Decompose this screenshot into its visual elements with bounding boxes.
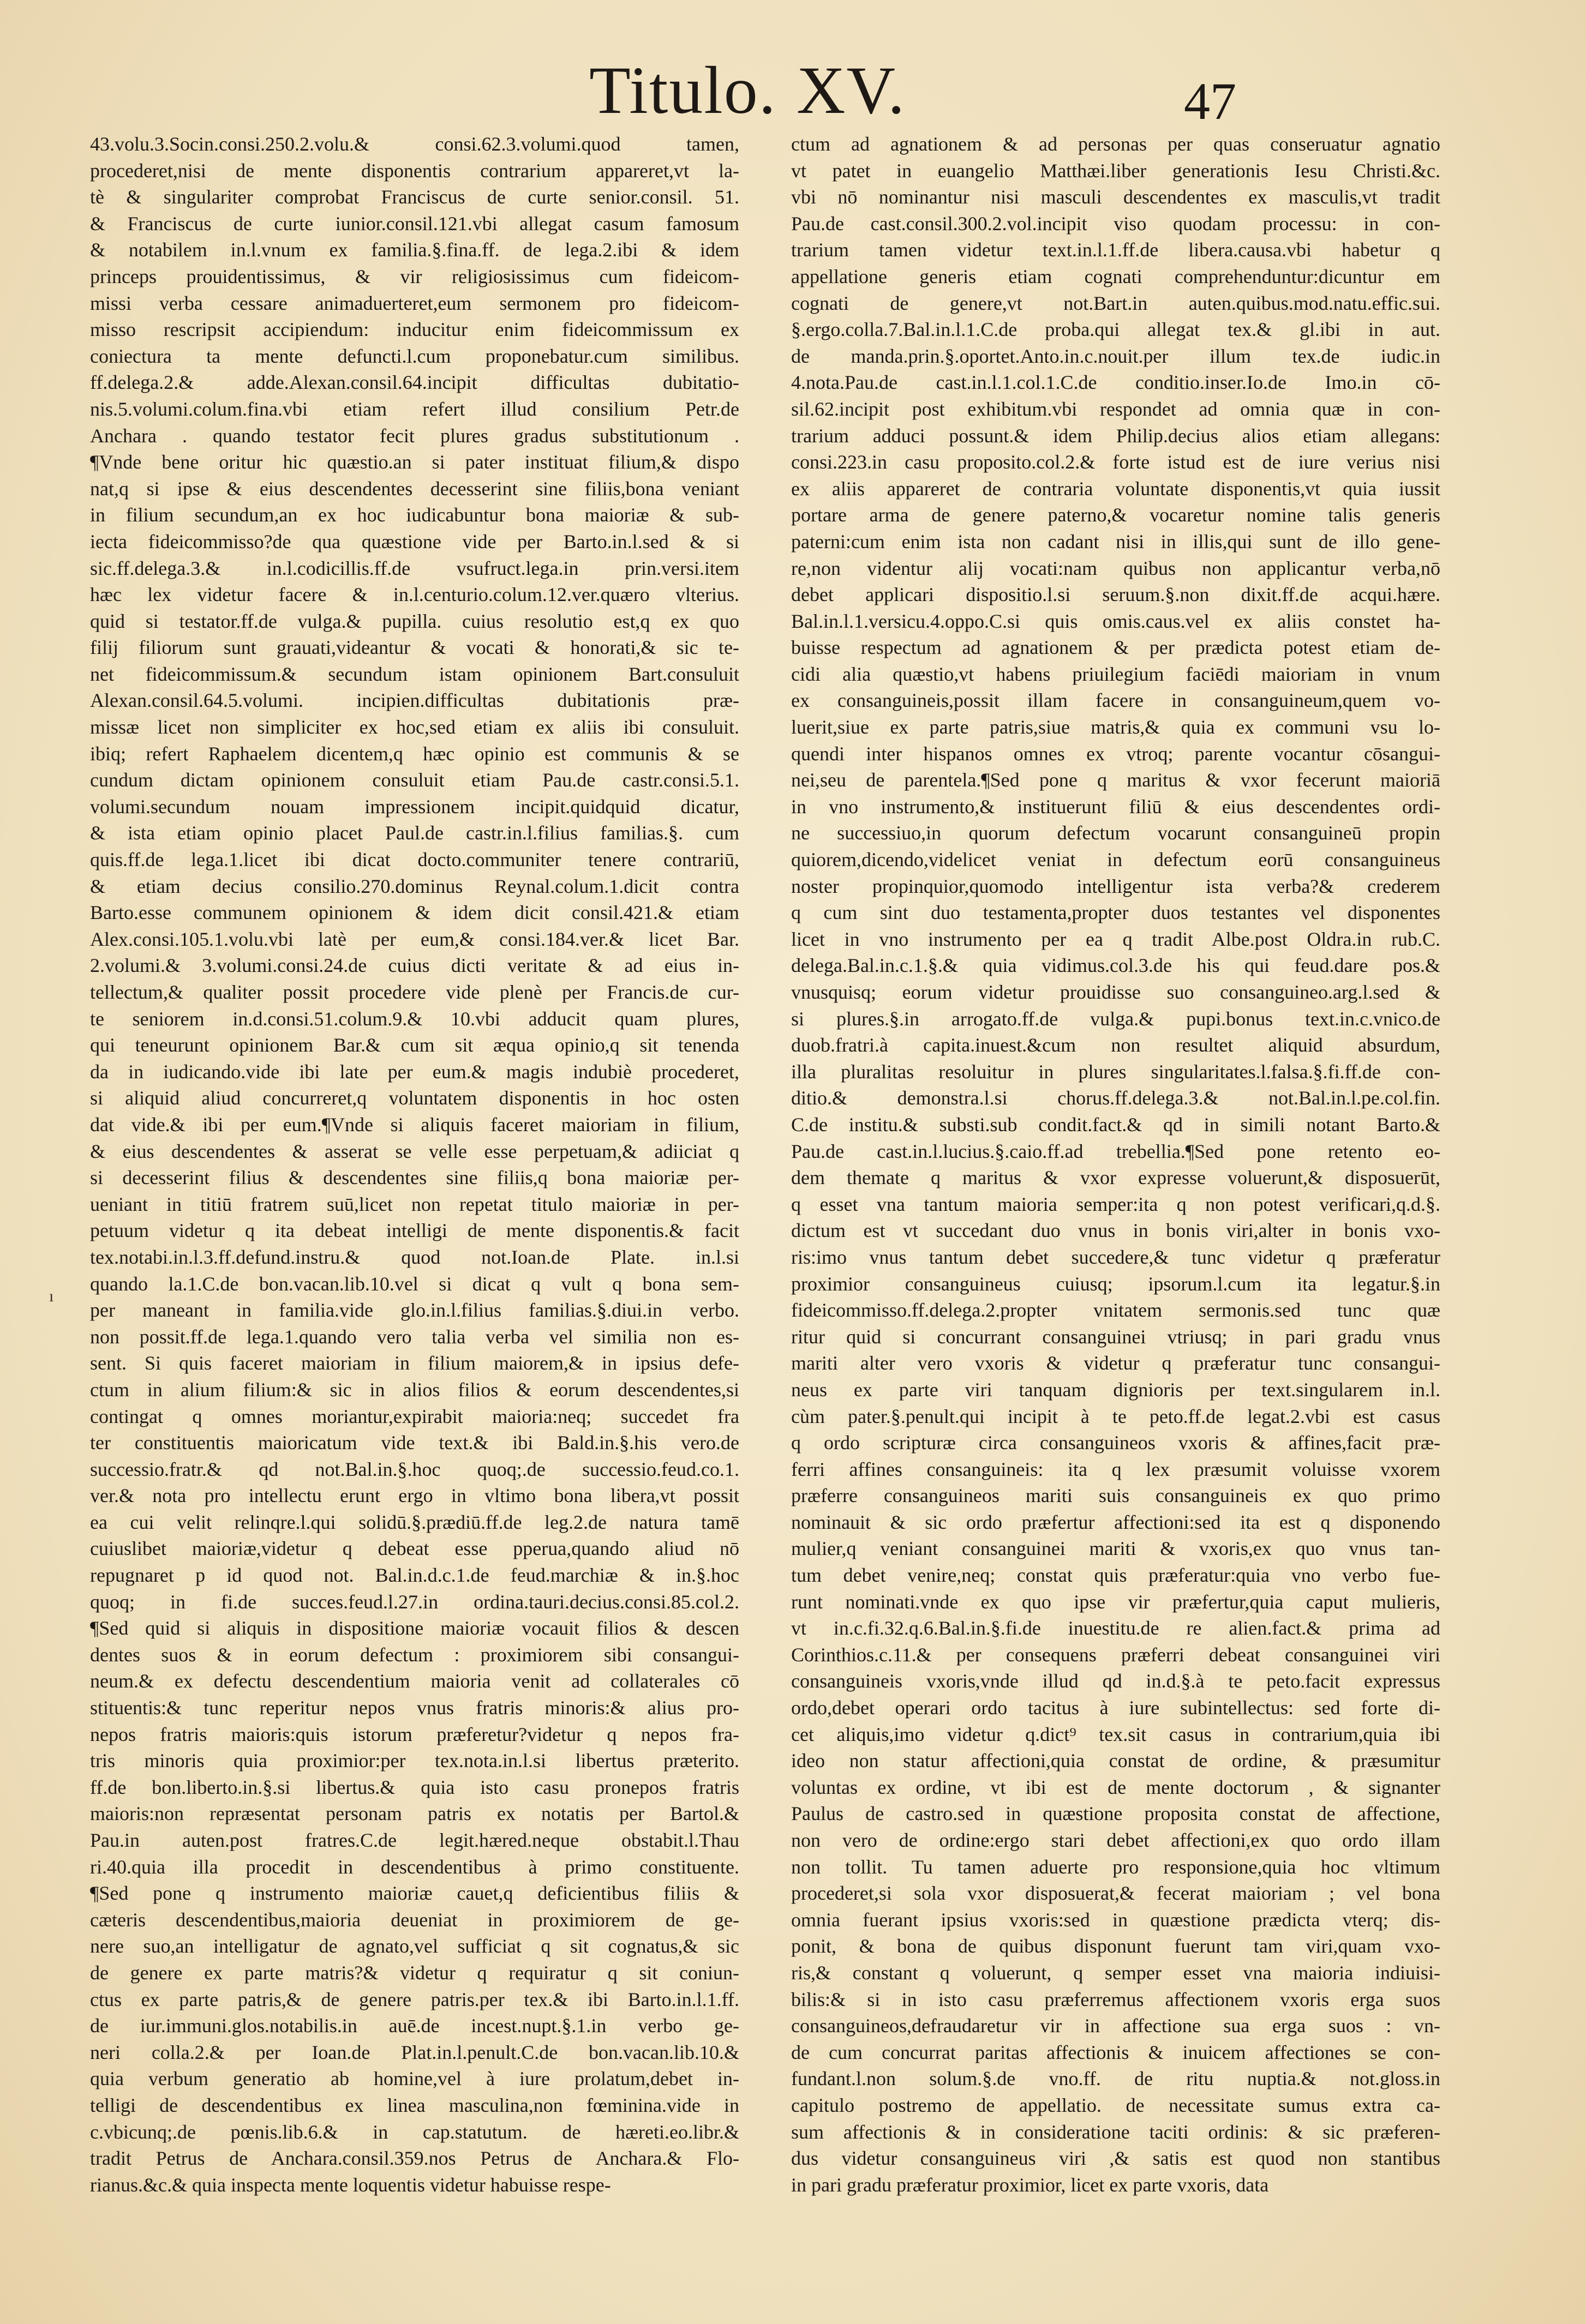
- left-column-line: ctus ex parte patris,& de genere patris.per tex.& ibi Barto.in.l.1.ff.: [90, 1988, 739, 2010]
- left-column-line: Barto.esse communem opinionem & idem dicit consil.421.& etiam: [90, 902, 739, 924]
- right-column-line: cidi alia quæstio,vt habens priuilegium faciēdi maioriam in vnum: [791, 663, 1440, 685]
- left-column-line: maioris:non repræsentat personam patris ex notatis per Bartol.&: [90, 1803, 739, 1825]
- right-column-line: 4.nota.Pau.de cast.in.l.1.col.1.C.de conditio.inser.Io.de Imo.in cō-: [791, 371, 1440, 394]
- right-column-line: Corinthios.c.11.& per consequens præferri debeat consanguinei viri: [791, 1643, 1440, 1666]
- right-column-line: consanguineis vxoris,vnde illud qd in.d.§.à te peto.facit expressus: [791, 1670, 1440, 1692]
- left-column-line: nepos fratris maioris:quis istorum præferetur?videtur q nepos fra-: [90, 1723, 739, 1745]
- right-column-line: vt in.c.fi.32.q.6.Bal.in.§.fi.de inuestitu.de re alien.fact.& prima ad: [791, 1617, 1440, 1640]
- left-column-line: contingat q omnes moriantur,expirabit maioria:neq; succedet fra: [90, 1405, 739, 1427]
- left-column-line: hæc lex videtur facere & in.l.centurio.colum.12.ver.quæro vlterius.: [90, 584, 739, 606]
- right-column-line: dictum est vt succedant duo vnus in bonis viri,alter in bonis vxo-: [791, 1220, 1440, 1242]
- right-column-line: consanguineos,defraudaretur vir in affectione sua erga suos : vn-: [791, 2015, 1440, 2037]
- left-column-line: & ista etiam opinio placet Paul.de castr.in.l.filius familias.§. cum: [90, 822, 739, 844]
- left-column-line: ea cui velit relinqre.l.qui solidū.§.prædiū.ff.de leg.2.de natura tamē: [90, 1511, 739, 1533]
- right-column-line: ne successiuo,in quorum defectum vocarunt consanguineū propin: [791, 822, 1440, 844]
- right-column-line: fundant.l.non solum.§.de vno.ff. de ritu nuptia.& not.gloss.in: [791, 2068, 1440, 2090]
- left-column-line: ibiq; refert Raphaelem dicentem,q hæc opinio est communis & se: [90, 742, 739, 765]
- right-column-line: trarium adduci possunt.& idem Philip.decius alios etiam allegans:: [791, 424, 1440, 447]
- left-column-line: ¶Sed quid si aliquis in dispositione maioriæ vocauit filios & descen: [90, 1617, 739, 1640]
- right-column-line: q ordo scripturæ circa consanguineos vxoris & affines,facit præ-: [791, 1432, 1440, 1454]
- left-column-line: ff.de bon.liberto.in.§.si libertus.& quia isto casu pronepos fratris: [90, 1776, 739, 1798]
- right-column-line: vnusquisq; eorum videtur prouidisse suo consanguineo.arg.l.sed &: [791, 981, 1440, 1003]
- left-column-line: dat vide.& ibi per eum.¶Vnde si aliquis faceret maioriam in filium,: [90, 1113, 739, 1136]
- left-column-line: successio.fratr.& qd not.Bal.in.§.hoc quoq;.de successio.feud.co.1.: [90, 1458, 739, 1480]
- right-column-line: si plures.§.in arrogato.ff.de vulga.& pupi.bonus text.in.c.vnico.de: [791, 1007, 1440, 1030]
- right-column-line: de manda.prin.§.oportet.Anto.in.c.nouit.per illum tex.de iudic.in: [791, 345, 1440, 367]
- left-column-line: nere suo,an intelligatur de agnato,vel sufficiat q sit cognatus,& sic: [90, 1935, 739, 1957]
- left-column-line: princeps prouidentissimus, & vir religiosissimus cum fideicom-: [90, 265, 739, 287]
- right-column-line: re,non videntur alij vocati:nam quibus non applicantur verba,nō: [791, 557, 1440, 579]
- right-column-line: quendi inter hispanos omnes ex vtroq; parente vocantur cōsangui-: [791, 742, 1440, 765]
- right-column-line: portare arma de genere paterno,& vocaretur nomine talis generis: [791, 504, 1440, 526]
- right-column-line: Pau.de cast.in.l.lucius.§.caio.ff.ad trebellia.¶Sed pone retento eo-: [791, 1140, 1440, 1162]
- left-column-line: sent. Si quis faceret maioriam in filium maiorem,& in ipsius defe-: [90, 1352, 739, 1374]
- right-column-line: bilis:& si in isto casu præferremus affectionem vxoris erga suos: [791, 1988, 1440, 2010]
- right-column-line: Bal.in.l.1.versicu.4.oppo.C.si quis omis.caus.vel ex aliis constet ha-: [791, 610, 1440, 632]
- left-column-line: telligi de descendentibus ex linea masculina,non fœminina.vide in: [90, 2094, 739, 2116]
- right-column-line: omnia fuerant ipsius vxoris:sed in quæstione prædicta vterq; dis-: [791, 1908, 1440, 1931]
- right-column-line: duob.fratri.à capita.inuest.&cum non resultet aliquid absurdum,: [791, 1034, 1440, 1056]
- right-column-line: Pau.de cast.consil.300.2.vol.incipit viso quodam processu: in con-: [791, 212, 1440, 235]
- left-column-line: de genere ex parte matris?& videtur q requiratur q sit coniun-: [90, 1961, 739, 1984]
- title-word: Titulo.: [589, 53, 777, 128]
- left-column-line: ¶Vnde bene oritur hic quæstio.an si pater instituat filium,& dispo: [90, 451, 739, 473]
- left-column-line: sic.ff.delega.3.& in.l.codicillis.ff.de vsufruct.lega.in prin.versi.item: [90, 557, 739, 579]
- right-column-line: debet applicari dispositio.l.si seruum.§.non dixit.ff.de acqui.hære.: [791, 584, 1440, 606]
- left-column-line: tex.notabi.in.l.3.ff.defund.instru.& quod not.Ioan.de Plate. in.l.si: [90, 1246, 739, 1268]
- left-column-line: neri colla.2.& per Ioan.de Plat.in.l.penult.C.de bon.vacan.lib.10.&: [90, 2041, 739, 2063]
- left-column-line: Alexan.consil.64.5.volumi. incipien.difficultas dubitationis præ-: [90, 689, 739, 712]
- right-column-line: buisse respectum ad agnationem & per prædicta potest etiam de-: [791, 636, 1440, 659]
- folio-number: 47: [1184, 72, 1236, 130]
- left-column-line: ¶Sed pone q instrumento maioriæ cauet,q deficientibus filiis &: [90, 1882, 739, 1905]
- left-column-line: & notabilem in.l.vnum ex familia.§.fina.ff. de lega.2.ibi & idem: [90, 239, 739, 261]
- left-column-line: petuum videtur q ita debeat intelligi de mente disponentis.& facit: [90, 1220, 739, 1242]
- left-column-line: c.vbicunq;.de pœnis.lib.6.& in cap.statutum. de hæreti.eo.libr.&: [90, 2121, 739, 2143]
- left-column-line: rianus.&c.& quia inspecta mente loquentis videtur habuisse respe-: [90, 2173, 611, 2196]
- right-column-line: mariti alter vero vxoris & videtur q præferatur tunc consangui-: [791, 1352, 1440, 1374]
- right-column-line: sil.62.incipit post exhibitum.vbi respondet ad omnia quæ in con-: [791, 398, 1440, 420]
- left-column-line: neum.& ex defectu descendentium maioria venit ad collaterales cō: [90, 1670, 739, 1692]
- right-column-line: consi.223.in casu proposito.col.2.& forte istud est de iure verius nisi: [791, 451, 1440, 473]
- left-column-line: per maneant in familia.vide glo.in.l.filius familias.§.diui.in verbo.: [90, 1299, 739, 1322]
- left-column-line: net fideicommissum.& secundum istam opinionem Bart.consuluit: [90, 663, 739, 685]
- right-column-line: præferre consanguineos mariti suis consanguineis ex quo primo: [791, 1485, 1440, 1507]
- left-column-line: in filium secundum,an ex hoc iudicabuntur bona maioriæ & sub-: [90, 504, 739, 526]
- right-column-line: tum debet venire,neq; constat quis præferatur:quia vno verbo fue-: [791, 1564, 1440, 1587]
- right-column-line: dus videtur consanguineus viri ,& satis est quod non stantibus: [791, 2147, 1440, 2170]
- right-column-line: delega.Bal.in.c.1.§.& quia vidimus.col.3.de his qui feud.dare pos.&: [791, 954, 1440, 977]
- left-column-line: de iur.immuni.glos.notabilis.in auē.de incest.nupt.§.1.in verbo ge-: [90, 2015, 739, 2037]
- running-title: [589, 52, 1080, 128]
- right-column-line: q esset vna tantum maioria semper:ita q non potest verificari,q.d.§.: [791, 1193, 1440, 1215]
- left-column-line: volumi.secundum nouam impressionem incipit.quidquid dicatur,: [90, 795, 739, 818]
- left-column-line: coniectura ta mente defuncti.l.cum proponebatur.cum similibus.: [90, 345, 739, 367]
- left-column-line: ter constituentis maioricatum vide text.& ibi Bald.in.§.his vero.de: [90, 1432, 739, 1454]
- right-column-line: quiorem,dicendo,videlicet veniat in defectum eorū consanguineus: [791, 849, 1440, 871]
- right-column-line: ritur quid si concurrant consanguinei vtriusq; in pari gradu vnus: [791, 1325, 1440, 1348]
- left-column-line: dentes suos & in eorum defectum : proximiorem sibi consangui-: [90, 1643, 739, 1666]
- left-column-line: tè & singulariter comprobat Franciscus de curte senior.consil. 51.: [90, 186, 739, 208]
- left-column-line: ri.40.quia illa procedit in descendentibus à primo constituente.: [90, 1855, 739, 1878]
- right-column-line: noster propinquior,quomodo intelligentur ista verba?& crederem: [791, 875, 1440, 897]
- left-column-line: tris minoris quia proximior:per tex.nota.in.l.si libertus præterito.: [90, 1750, 739, 1772]
- left-column-line: nis.5.volumi.colum.fina.vbi etiam refert illud consilium Petr.de: [90, 398, 739, 420]
- right-column-line: ris:imo vnus tantum debet succedere,& tunc videtur q præferatur: [791, 1246, 1440, 1268]
- right-column-line: cognati de genere,vt not.Bart.in auten.quibus.mod.natu.effic.sui.: [791, 292, 1440, 314]
- left-column-line: Pau.in auten.post fratres.C.de legit.hæred.neque obstabit.l.Thau: [90, 1829, 739, 1851]
- right-column-line: ex aliis appareret de contraria voluntate disponentis,vt quia iussit: [791, 477, 1440, 500]
- right-column-line: ordo,debet operari ordo tacitus à iure subintellectus: sed forte di-: [791, 1697, 1440, 1719]
- left-column-line: ueniant in titiū fratrem suū,licet non repetat titulo maioriæ in per-: [90, 1193, 739, 1215]
- right-column-line: ditio.& demonstra.l.si chorus.ff.delega.3.& not.Bal.in.l.pe.col.fin.: [791, 1087, 1440, 1109]
- left-column-line: te seniorem in.d.consi.51.colum.9.& 10.vbi adducit quam plures,: [90, 1007, 739, 1030]
- left-column-line: missi verba cessare animaduerteret,eum sermonem pro fideicom-: [90, 292, 739, 314]
- right-column-line: ex consanguineis,possit illam facere in consanguineum,quem vo-: [791, 689, 1440, 712]
- left-column-line: ctum in alium filium:& sic in alios filios & eorum descendentes,si: [90, 1378, 739, 1401]
- right-column-line: C.de institu.& substi.sub condit.fact.& qd in simili notant Barto.&: [791, 1113, 1440, 1136]
- right-column-line: §.ergo.colla.7.Bal.in.l.1.C.de proba.qui allegat tex.& gl.ibi in aut.: [791, 319, 1440, 341]
- left-column-line: ff.delega.2.& adde.Alexan.consil.64.incipit difficultas dubitatio-: [90, 371, 739, 394]
- left-column-line: qui teneurunt opinionem Bar.& cum sit æqua opinio,q sit tenenda: [90, 1034, 739, 1056]
- right-text-column: [791, 131, 1440, 2242]
- right-column-line: capitulo postremo de appellatio. de necessitate sumus extra ca-: [791, 2094, 1440, 2116]
- right-column-line: non vero de ordine:ergo stari debet affectioni,ex quo ordo illam: [791, 1829, 1440, 1851]
- right-column-line: cùm pater.§.penult.qui incipit à te peto.ff.de legat.2.vbi est casus: [791, 1405, 1440, 1427]
- right-column-line: ris,& constant q voluerunt, q semper esset vna maioria indiuisi-: [791, 1961, 1440, 1984]
- right-column-line: vt patet in euangelio Matthæi.liber generationis Iesu Christi.&c.: [791, 159, 1440, 182]
- title-numeral: XV.: [797, 53, 906, 128]
- left-column-line: & eius descendentes & asserat se velle esse perpetuam,& adiiciat q: [90, 1140, 739, 1162]
- right-column-line: illa pluralitas resoluitur in plures singularitates.l.falsa.§.fi.ff.de con-: [791, 1060, 1440, 1083]
- right-column-line: paterni:cum enim ista non cadant nisi in illis,qui sunt de illo gene-: [791, 530, 1440, 553]
- left-column-line: procederet,nisi de mente disponentis contrarium appareret,vt la-: [90, 159, 739, 182]
- left-column-line: repugnaret p id quod not. Bal.in.d.c.1.de feud.marchiæ & in.§.hoc: [90, 1564, 739, 1587]
- left-column-line: quoq; in fi.de succes.feud.l.27.in ordina.tauri.decius.consi.85.col.2.: [90, 1590, 739, 1613]
- left-column-line: Alex.consi.105.1.volu.vbi latè per eum,& consi.184.ver.& licet Bar.: [90, 928, 739, 950]
- left-column-line: nat,q si ipse & eius descendentes decesserint sine filiis,bona veniant: [90, 477, 739, 500]
- left-column-line: si decesserint filius & descendentes sine filiis,q bona maioriæ per-: [90, 1167, 739, 1189]
- right-column-line: trarium tamen videtur text.in.l.1.ff.de libera.causa.vbi habetur q: [791, 239, 1440, 261]
- right-column-line: licet in vno instrumento per ea q tradit Albe.post Oldra.in rub.C.: [791, 928, 1440, 950]
- left-column-line: quia verbum generatio ab homine,vel à iure prolatum,debet in-: [90, 2068, 739, 2090]
- left-column-line: & etiam decius consilio.270.dominus Reynal.colum.1.dicit contra: [90, 875, 739, 897]
- right-column-line: dem themate q maritus & vxor expresse voluerunt,& disposuerūt,: [791, 1167, 1440, 1189]
- left-column-line: quis.ff.de lega.1.licet ibi dicat docto.communiter tenere contrariū,: [90, 849, 739, 871]
- left-column-line: tellectum,& qualiter possit procedere vide plenè per Francis.de cur-: [90, 981, 739, 1003]
- right-column-line: sum affectionis & in consideratione taciti ordinis: & sic præferen-: [791, 2121, 1440, 2143]
- right-column-line: cet aliquis,imo videtur q.dict⁹ tex.sit casus in contrarium,quia ibi: [791, 1723, 1440, 1745]
- left-column-line: cundum dictam opinionem consuluit etiam Pau.de castr.consi.5.1.: [90, 769, 739, 791]
- left-column-line: 43.volu.3.Socin.consi.250.2.volu.& consi.62.3.volumi.quod tamen,: [90, 133, 739, 155]
- right-column-line: voluntas ex ordine, vt ibi est de mente doctorum , & signanter: [791, 1776, 1440, 1798]
- right-column-line: ctum ad agnationem & ad personas per quas conseruatur agnatio: [791, 133, 1440, 155]
- right-column-line: fideicommisso.ff.delega.2.propter vnitatem sermonis.sed tunc quæ: [791, 1299, 1440, 1322]
- right-column-line: vbi nō nominantur nisi masculi descendentes ex masculis,vt tradit: [791, 186, 1440, 208]
- left-column-line: cæteris descendentibus,maioria deueniat in proximiorem de ge-: [90, 1908, 739, 1931]
- right-column-line: runt nominati.vnde ex quo ipse vir præfertur,quia caput mulieris,: [791, 1590, 1440, 1613]
- left-column-line: non possit.ff.de lega.1.quando vero talia verba vel similia non es-: [90, 1325, 739, 1348]
- left-column-line: si aliquid aliud concurreret,q voluntatem disponentis in hoc osten: [90, 1087, 739, 1109]
- left-column-line: 2.volumi.& 3.volumi.consi.24.de cuius dicti veritate & ad eius in-: [90, 954, 739, 977]
- left-column-line: quando la.1.C.de bon.vacan.lib.10.vel si dicat q vult q bona sem-: [90, 1272, 739, 1295]
- right-column-line: q cum sint duo testamenta,propter duos testantes vel disponentes: [791, 902, 1440, 924]
- left-column-line: & Franciscus de curte iunior.consil.121.vbi allegat casum famosum: [90, 212, 739, 235]
- left-column-line: iecta fideicommisso?de qua quæstione vide per Barto.in.l.sed & si: [90, 530, 739, 553]
- right-column-line: de cum concurrat paritas affectionis & inuicem affectiones se con-: [791, 2041, 1440, 2063]
- left-column-line: da in iudicando.vide ibi late per eum.& magis indubiè procederet,: [90, 1060, 739, 1083]
- right-column-line: in pari gradu præferatur proximior, licet ex parte vxoris, data: [791, 2173, 1269, 2196]
- right-column-line: appellatione generis etiam cognati comprehenduntur:dicuntur em: [791, 265, 1440, 287]
- right-column-line: non tollit. Tu tamen aduerte pro responsione,quia hoc vltimum: [791, 1855, 1440, 1878]
- right-column-line: neus ex parte viri tanquam dignioris per text.singularem in.l.: [791, 1378, 1440, 1401]
- right-column-line: in vno instrumento,& instituerunt filiū & eius descendentes ordi-: [791, 795, 1440, 818]
- left-column-line: stituentis:& tunc reperitur nepos vnus fratris minoris:& alius pro-: [90, 1697, 739, 1719]
- left-column-line: filij filiorum sunt grauati,videantur & vocati & honorati,& sic te-: [90, 636, 739, 659]
- right-column-line: ferri affines consanguineis: ita q lex præsumit voluisse vxorem: [791, 1458, 1440, 1480]
- left-column-line: quid si testator.ff.de vulga.& pupilla. cuius resolutio est,q ex quo: [90, 610, 739, 632]
- right-column-line: ideo non statur affectioni,quia constat de ordine, & præsumitur: [791, 1750, 1440, 1772]
- right-column-line: proximior consanguineus cuiusq; ipsorum.l.cum ita legatur.§.in: [791, 1272, 1440, 1295]
- left-column-line: Anchara . quando testator fecit plures gradus substitutionum .: [90, 424, 739, 447]
- right-column-line: Paulus de castro.sed in quæstione proposita constat de affectione,: [791, 1803, 1440, 1825]
- right-column-line: luerit,siue ex parte patris,siue matris,& quia ex communi vsu lo-: [791, 716, 1440, 738]
- right-column-line: mulier,q veniant consanguinei mariti & vxoris,ex quo vnus tan-: [791, 1538, 1440, 1560]
- right-column-line: ponit, & bona de quibus disponunt fuerunt tam viri,quam vxo-: [791, 1935, 1440, 1957]
- left-column-line: cuiuslibet maioriæ,videtur q debeat esse pperua,quando aliud nō: [90, 1538, 739, 1560]
- right-column-line: procederet,si sola vxor disposuerat,& fecerat maioriam ; vel bona: [791, 1882, 1440, 1905]
- left-column-line: ver.& nota pro intellectu erunt ergo in vltimo bona libera,vt possit: [90, 1485, 739, 1507]
- left-text-column: [90, 131, 739, 2242]
- margin-mark: ı: [49, 1287, 54, 1305]
- right-column-line: nominauit & sic ordo præfertur affectioni:sed ita est q disponendo: [791, 1511, 1440, 1533]
- right-column-line: nei,seu de parentela.¶Sed pone q maritus & vxor fecerunt maioriā: [791, 769, 1440, 791]
- left-column-line: tradit Petrus de Anchara.consil.359.nos Petrus de Anchara.& Flo-: [90, 2147, 739, 2170]
- left-column-line: misso rescripsit accipiendum: inducitur enim fideicommissum ex: [90, 319, 739, 341]
- left-column-line: missæ licet non simpliciter ex hoc,sed etiam ex aliis ibi consuluit.: [90, 716, 739, 738]
